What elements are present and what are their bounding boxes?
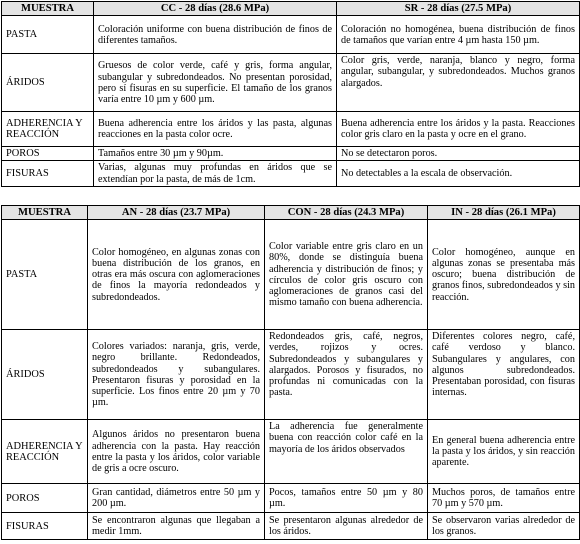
table-row xyxy=(2,484,580,513)
header-con: CON - 28 días (24.3 MPa) xyxy=(265,206,428,220)
cell-cc-fisuras: Varias, algunas muy profundas en áridos que se extendían por la pasta, de más de 1cm. xyxy=(94,161,337,186)
table-row xyxy=(2,54,580,112)
cell-in-pasta: Color homogéneo, aunque en algunas zonas se presentaba más oscuro; buena distribución de granos finos, subredondeados y sin reacción. xyxy=(428,220,580,330)
table-an-con-in xyxy=(1,205,580,540)
row-label-adherencia: ADHERENCIA Y REACCIÓN xyxy=(2,112,94,147)
table-row xyxy=(2,147,580,161)
cell-in-poros: Muchos poros, de tamaños entre 70 µm y 570 µm. xyxy=(428,484,580,513)
header-in: IN - 28 días (26.1 MPa) xyxy=(428,206,580,220)
table-row xyxy=(2,112,580,147)
cell-in-aridos: Diferentes colores negro, café, café verdoso y blanco. Subangulares y angulares, con algunos subredondeados. Presentaban porosidad, con fisuras internas. xyxy=(428,330,580,420)
table-row xyxy=(2,330,580,420)
table-header-row xyxy=(2,206,580,220)
cell-con-adherencia: La adherencia fue generalmente buena con reacción color café en la mayoría de los áridos observados xyxy=(265,420,428,484)
cell-cc-poros: Tamaños entre 30 µm y 90µm. xyxy=(94,147,337,161)
cell-cc-pasta: Coloración uniforme con buena distribución de finos de diferentes tamaños. xyxy=(94,16,337,54)
cell-an-pasta: Color homogéneo, en algunas zonas con buena distribución de los granos, en otras era más oscura con aglomeraciones de finos la mayoría redondeados y subredondeados. xyxy=(88,220,265,330)
cell-an-adherencia: Algunos áridos no presentaron buena adherencia con la pasta. Hay reacción entre la pasta y los áridos, color variable de gris a ocre oscuro. xyxy=(88,420,265,484)
row-label-fisuras: FISURAS xyxy=(2,161,94,186)
cell-in-adherencia: En general buena adherencia entre la pasta y los áridos, y sin reacción aparente. xyxy=(428,420,580,484)
table-row xyxy=(2,220,580,330)
cell-con-pasta: Color variable entre gris claro en un 80%, donde se distinguía buena adherencia y distribución de finos; y círculos de color gris oscuro con aglomeraciones de granos casi del mismo tamaño con buena adherencia. xyxy=(265,220,428,330)
cell-cc-adherencia: Buena adherencia entre los áridos y las pasta, algunas reacciones en la pasta color ocre. xyxy=(94,112,337,147)
header-sr: SR - 28 días (27.5 MPa) xyxy=(337,2,580,16)
header-an: AN - 28 días (23.7 MPa) xyxy=(88,206,265,220)
cell-an-fisuras: Se encontraron algunas que llegaban a medir 1mm. xyxy=(88,513,265,540)
header-muestra: MUESTRA xyxy=(2,206,88,220)
cell-con-aridos: Redondeados gris, café, negros, verdes, rojizos y ocres. Subredondeados y subangulares y alargados. Porosos y fisurados, no profundas ni comunicadas con la pasta. xyxy=(265,330,428,420)
table-header-row xyxy=(2,2,580,16)
header-muestra: MUESTRA xyxy=(2,2,94,16)
row-label-adherencia: ADHERENCIA Y REACCIÓN xyxy=(2,420,88,484)
table-cc-sr xyxy=(1,1,580,187)
cell-an-poros: Gran cantidad, diámetros entre 50 µm y 200 µm. xyxy=(88,484,265,513)
cell-cc-aridos: Gruesos de color verde, café y gris, forma angular, subangular y subredondeados. No presentan porosidad, pero sí fisuras en su superficie. El tamaño de los granos varía entre 10 µm y 600 µm. xyxy=(94,54,337,112)
table-row xyxy=(2,16,580,54)
cell-con-poros: Pocos, tamaños entre 50 µm y 80 µm. xyxy=(265,484,428,513)
row-label-poros: POROS xyxy=(2,147,94,161)
table-row xyxy=(2,513,580,540)
table-row xyxy=(2,161,580,186)
table-row xyxy=(2,420,580,484)
cell-sr-aridos: Color gris, verde, naranja, blanco y negro, forma angular, subangular, y subredondeados. Muchos granos alargados. xyxy=(337,54,580,112)
cell-in-fisuras: Se observaron varias alrededor de los granos. xyxy=(428,513,580,540)
cell-sr-pasta: Coloración no homogénea, buena distribución de finos de tamaños que varían entre 4 µm hasta 150 µm. xyxy=(337,16,580,54)
row-label-pasta: PASTA xyxy=(2,16,94,54)
row-label-fisuras: FISURAS xyxy=(2,513,88,540)
cell-sr-fisuras: No detectables a la escala de observación. xyxy=(337,161,580,186)
row-label-aridos: ÁRIDOS xyxy=(2,330,88,420)
header-cc: CC - 28 días (28.6 MPa) xyxy=(94,2,337,16)
row-label-aridos: ÁRIDOS xyxy=(2,54,94,112)
cell-sr-poros: No se detectaron poros. xyxy=(337,147,580,161)
cell-sr-adherencia: Buena adherencia entre los áridos y la pasta. Reacciones color gris claro en la pasta y ocre en el grano. xyxy=(337,112,580,147)
row-label-pasta: PASTA xyxy=(2,220,88,330)
cell-an-aridos: Colores variados: naranja, gris, verde, negro brillante. Redondeados, subredondeados y subangulares. Presentaron fisuras y porosidad en la superficie. Los finos entre 20 µm y 70 µm. xyxy=(88,330,265,420)
row-label-poros: POROS xyxy=(2,484,88,513)
cell-con-fisuras: Se presentaron algunas alrededor de los áridos. xyxy=(265,513,428,540)
